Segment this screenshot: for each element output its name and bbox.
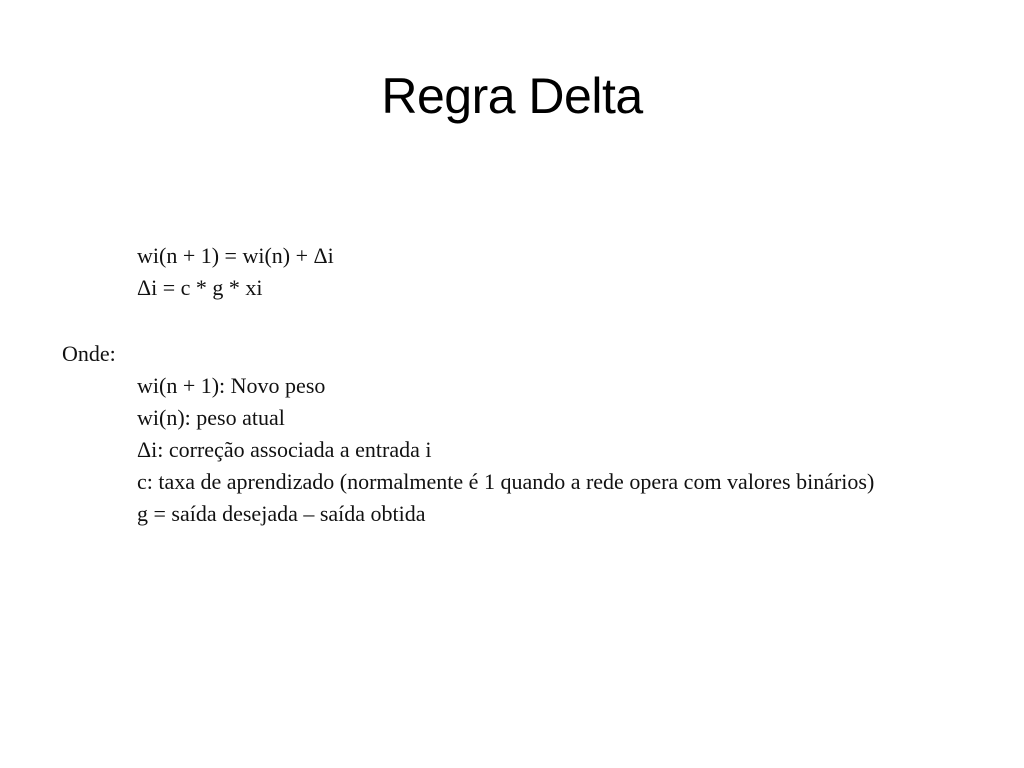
definition-delta: Δi: correção associada a entrada i [137, 437, 432, 462]
where-label: Onde: [62, 341, 116, 366]
delta-formula: Δi = c * g * xi [137, 275, 263, 300]
definition-error: g = saída desejada – saída obtida [137, 501, 426, 526]
formula-block [137, 240, 334, 304]
slide-title: Regra Delta [381, 68, 643, 124]
definition-new-weight: wi(n + 1): Novo peso [137, 373, 326, 398]
weight-update-formula: wi(n + 1) = wi(n) + Δi [137, 243, 334, 268]
definitions-list [137, 370, 957, 530]
definition-current-weight: wi(n): peso atual [137, 405, 285, 430]
definition-learning-rate: c: taxa de aprendizado (normalmente é 1 quando a rede opera com valores binários) [137, 469, 875, 494]
